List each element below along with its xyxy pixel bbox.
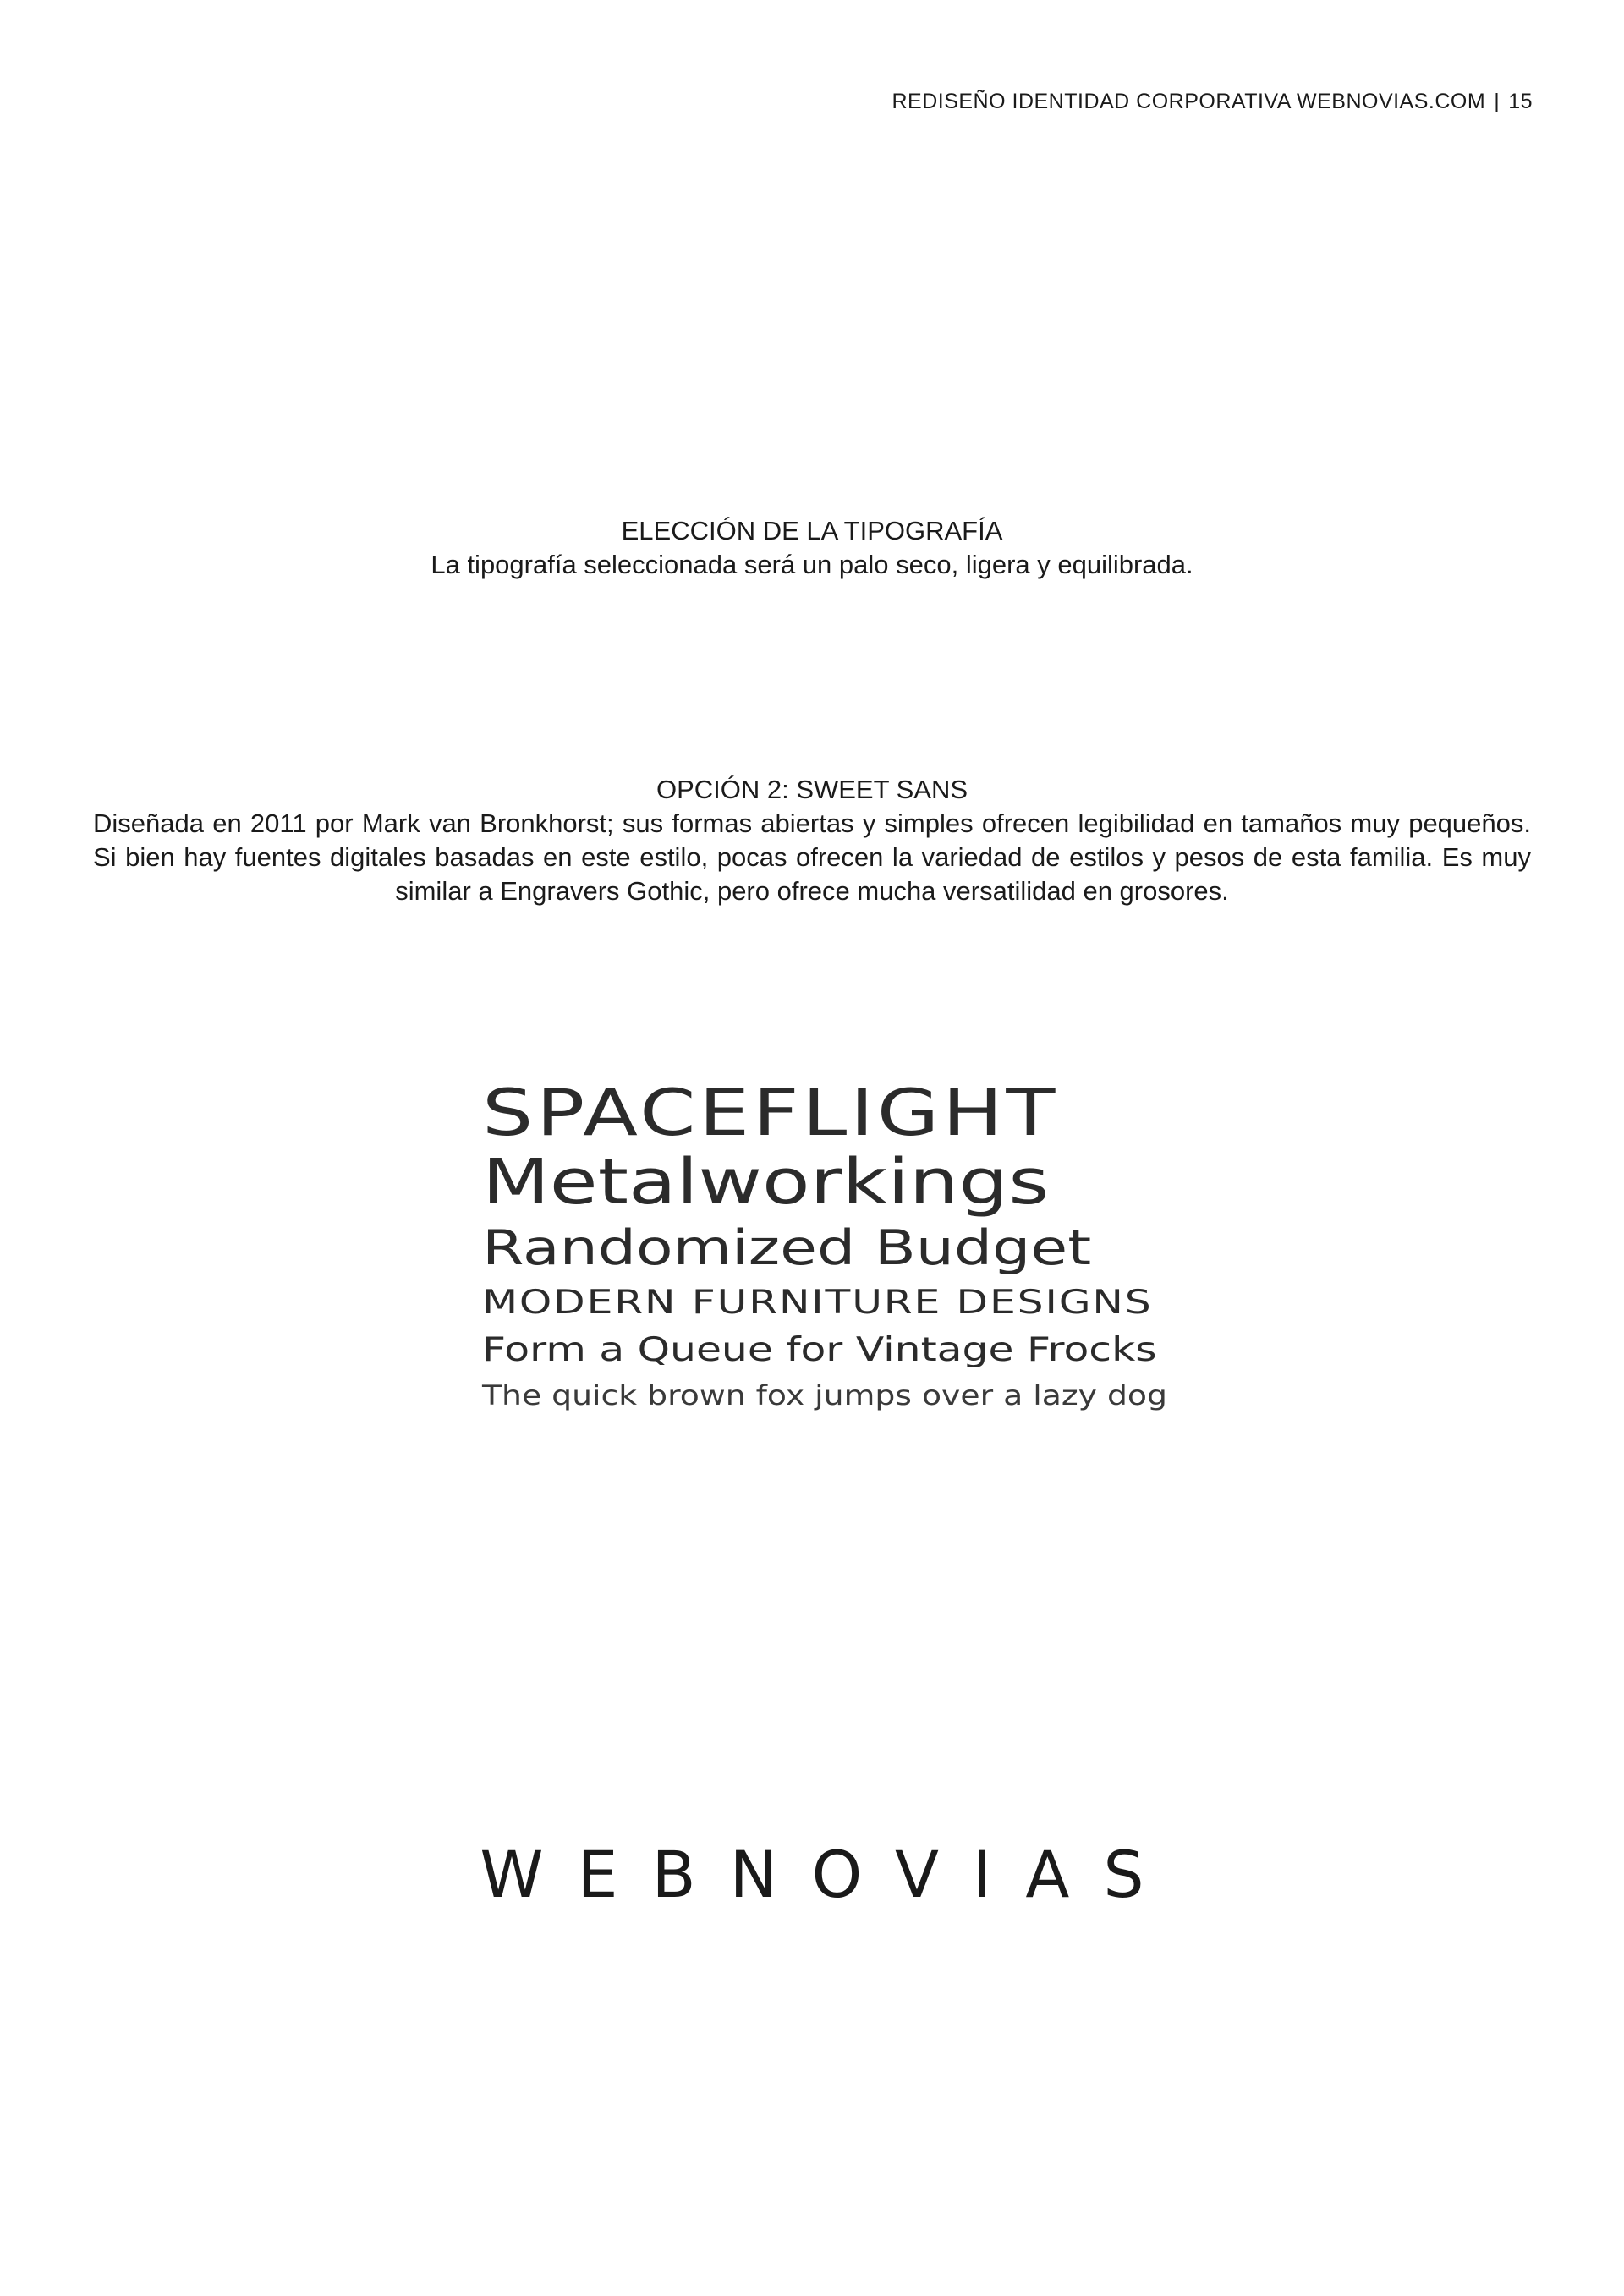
- option-description: Diseñada en 2011 por Mark van Bronkhorst; sus formas abiertas y simples ofrecen legibilidad en tamaños muy pequeños. Si bien hay fuentes digitales basadas en este estilo, pocas ofrecen la variedad de estilos y pesos de esta familia. Es muy similar a Engravers Gothic, pero ofrece mucha versatilidad en grosores.: [93, 808, 1531, 906]
- option-section: [93, 773, 1531, 908]
- page-header: [892, 90, 1533, 114]
- section-heading: ELECCIÓN DE LA TIPOGRAFÍA: [621, 516, 1003, 545]
- specimen-line: Randomized Budget: [482, 1220, 1092, 1276]
- specimen-line: The quick brown fox jumps over a lazy dog: [482, 1379, 1167, 1411]
- page-number: 15: [1508, 90, 1533, 113]
- specimen-line: MODERN FURNITURE DESIGNS: [482, 1284, 1153, 1322]
- document-title: REDISEÑO IDENTIDAD CORPORATIVA WEBNOVIAS.COM: [892, 90, 1486, 113]
- specimen-line: Form a Queue for Vintage Frocks: [482, 1331, 1157, 1369]
- section-text: La tipografía seleccionada será un palo seco, ligera y equilibrada.: [431, 550, 1193, 579]
- specimen-line: Metalworkings: [482, 1146, 1050, 1219]
- header-separator: |: [1494, 90, 1501, 113]
- specimen-line: SPACEFLIGHT: [482, 1075, 1059, 1150]
- typography-choice-section: [93, 514, 1531, 582]
- option-heading: OPCIÓN 2: SWEET SANS: [656, 775, 968, 804]
- brand-wordmark: WEBNOVIAS: [480, 1837, 1178, 1912]
- font-specimen: [482, 1075, 1167, 1417]
